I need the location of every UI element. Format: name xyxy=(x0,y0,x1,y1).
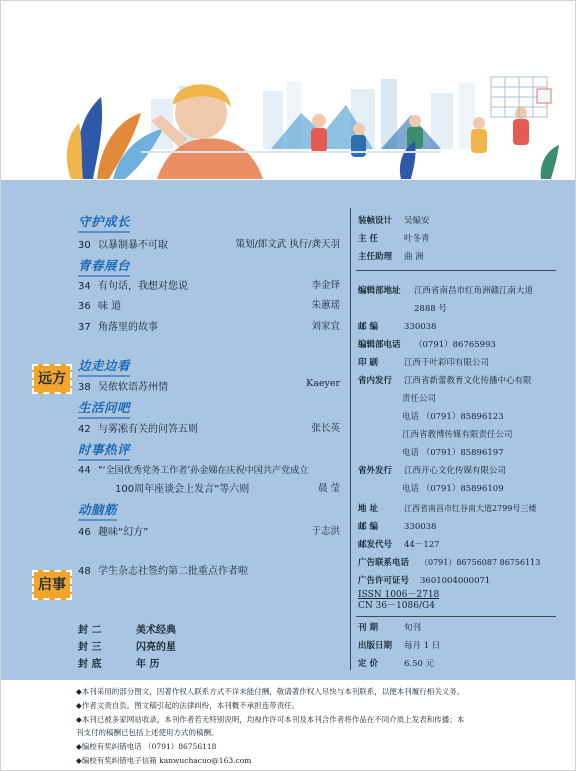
masthead-divider xyxy=(356,616,556,617)
masthead-domestic-line: 江西省教博传媒有限责任公司 xyxy=(402,430,513,440)
toc-page: 34 xyxy=(78,281,91,292)
cover-label: 封 二 xyxy=(78,625,102,636)
toc-page: 37 xyxy=(78,322,91,333)
toc-page: 42 xyxy=(78,424,91,435)
toc-item[interactable] xyxy=(78,523,340,539)
footer-note: ◆本刊采用的部分图文，因著作权人联系方式不详未能付酬，敬请著作权人尽快与本刊联系，以便本刊履行相关义务。 xyxy=(76,687,465,696)
toc-item[interactable] xyxy=(78,462,340,478)
masthead-date: 出版日期 每月 1 日 xyxy=(358,641,441,651)
toc-author: 策划/郎文武 执行/龚天羽 xyxy=(235,239,340,250)
toc-title-line2: 100周年座谈会上发言”等六则 xyxy=(115,484,250,495)
toc-page: 44 xyxy=(78,465,91,476)
masthead-zip: 邮 编 330038 xyxy=(358,322,437,332)
toc-item[interactable] xyxy=(78,297,340,313)
masthead-postal: 邮发代号 44－127 xyxy=(358,540,440,550)
footer-note: ◆本刊已被多家网站收录，本刊作者若无特别说明，均视作许可本刊及本刊合作者将作品在不同介质上发表和传播；本 xyxy=(76,715,465,724)
section-title-shouhu: 守护成长 xyxy=(78,214,131,229)
hero-illustration xyxy=(1,1,575,180)
column-divider xyxy=(350,208,351,670)
masthead-domestic-line: 电话 （0791）85896123 xyxy=(402,412,504,422)
masthead-divider xyxy=(356,270,556,271)
toc-item[interactable] xyxy=(78,420,340,436)
toc-title: 学生杂志社签约第二批重点作者啦 xyxy=(98,566,248,577)
cn-number: CN 36－1086/G4 xyxy=(358,601,435,611)
toc-page: 38 xyxy=(78,382,91,393)
toc-author: 张长英 xyxy=(311,423,340,434)
section-title-dongnao: 动脑筋 xyxy=(78,502,118,517)
toc-title: 以暴制暴不可取 xyxy=(98,240,168,251)
masthead-outside: 省外发行 江西开心文化传媒有限公司 xyxy=(358,466,507,476)
masthead-outside-line: 电话 （0791）85896109 xyxy=(402,484,504,494)
toc-author: 晨 莹 xyxy=(317,483,340,494)
toc-title: “‘全国优秀党务工作者’孙金娣在庆祝中国共产党成立 xyxy=(98,465,309,476)
section-title-shenghuo: 生活问吧 xyxy=(78,400,131,415)
toc-item[interactable] xyxy=(78,277,340,293)
cover-label: 封 底 xyxy=(78,659,102,670)
cover-item xyxy=(78,638,176,653)
cover-value: 闪亮的星 xyxy=(136,642,176,653)
footer-note: ◆编校有奖纠错电话 （0791）86756118 xyxy=(76,742,217,751)
toc-title: 与雾凇有关的问答五则 xyxy=(98,424,198,435)
toc-page: 48 xyxy=(78,566,91,577)
toc-title: 吴侬软语苏州情 xyxy=(98,382,168,393)
section-title-bianzou: 边走边看 xyxy=(78,358,131,373)
masthead-zip2: 邮 编 330038 xyxy=(358,522,437,532)
toc-item[interactable] xyxy=(78,562,340,578)
toc-page: 36 xyxy=(78,301,91,312)
masthead-adphone: 广告联系电话 （0791）86756087 86756113 xyxy=(358,558,541,568)
toc-author: 朱蕙瑶 xyxy=(311,300,340,311)
toc-title: 味 道 xyxy=(98,301,122,312)
masthead-address: 编辑部地址 江西省南昌市红角洲赣江南大道 xyxy=(358,286,534,296)
masthead-design: 装帧设计 吴编安 xyxy=(358,216,430,226)
masthead-domestic: 省内发行 江西省新蕾教育文化传播中心有限 xyxy=(358,376,532,386)
section-title-shishi: 时事热评 xyxy=(78,442,131,457)
toc-author: 刘家宜 xyxy=(311,321,340,332)
masthead-editor: 主 任 叶冬青 xyxy=(358,234,430,244)
tag-yuanfang: 远方 xyxy=(32,364,72,394)
cover-value: 美术经典 xyxy=(136,625,176,636)
toc-title: 趣味“幻方” xyxy=(98,527,149,538)
section-title-qingchun: 青春展台 xyxy=(78,258,131,273)
toc-title: 角落里的故事 xyxy=(98,322,158,333)
toc-title: 有句话，我想对您说 xyxy=(98,281,188,292)
issn: ISSN 1006－2718 xyxy=(358,590,440,600)
masthead-period: 刊 期 旬刊 xyxy=(358,623,422,633)
toc-page: 46 xyxy=(78,527,91,538)
masthead-domestic-line: 责任公司 xyxy=(402,394,437,404)
toc-author: Kaeyer xyxy=(306,378,340,389)
toc-item[interactable] xyxy=(78,318,340,334)
issn-block xyxy=(358,590,439,612)
footer-note: ◆编校有奖纠错电子信箱 kanwuchacuo@163.com xyxy=(76,756,252,765)
footer-note: ◆作者文责自负。图文稿引起的法律纠纷，本刊概不承担连带责任。 xyxy=(76,701,300,710)
cover-value: 年 历 xyxy=(136,659,160,670)
illustration-art xyxy=(1,1,575,180)
masthead-address-line2: 2888 号 xyxy=(414,304,447,314)
masthead-adlicense: 广告许可证号 3601004000071 xyxy=(358,576,491,586)
masthead-phone: 编辑部电话 （0791）86765993 xyxy=(358,340,496,350)
cover-item xyxy=(78,621,176,636)
masthead-printer: 印 刷 江西千叶彩印有限公司 xyxy=(358,358,490,368)
masthead-domestic-line: 电话 （0791）85896197 xyxy=(402,448,504,458)
masthead-assistant: 主任助理 曲 洲 xyxy=(358,252,424,262)
toc-item[interactable] xyxy=(78,378,340,394)
masthead-price: 定 价 6.50 元 xyxy=(358,659,435,669)
cover-item xyxy=(78,655,159,670)
cover-label: 封 三 xyxy=(78,642,102,653)
toc-author: 李金铎 xyxy=(311,280,340,291)
masthead-addr2: 地 址 江西省南昌市红谷南大道2799号三楼 xyxy=(358,504,537,514)
toc-author: 于志洪 xyxy=(311,526,340,537)
toc-page: 30 xyxy=(78,240,91,251)
toc-item[interactable] xyxy=(78,236,340,252)
toc-item-continued[interactable] xyxy=(78,480,340,496)
tag-qishi: 启事 xyxy=(32,570,72,600)
footer-note: 刊支付的稿酬已包括上述使用方式的稿酬。 xyxy=(76,728,219,737)
